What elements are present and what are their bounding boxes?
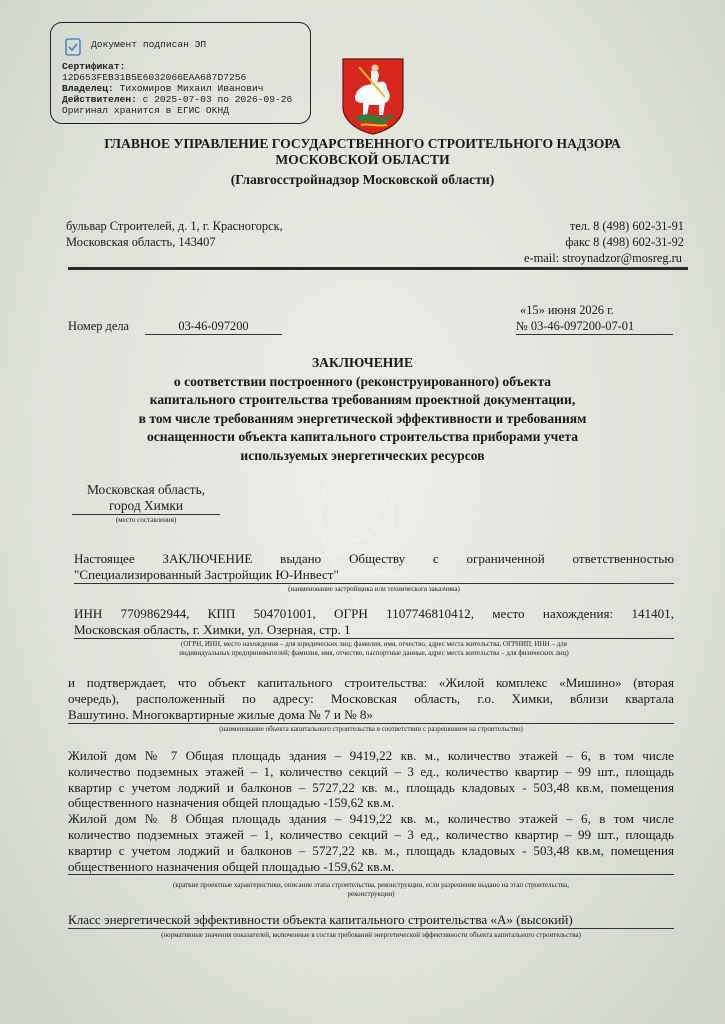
issued-caption: (наименование застройщика или технического заказчика)	[288, 585, 460, 593]
title-line3: в том числе требованиям энергетической эффективности и требованиям	[138, 410, 587, 426]
place-line1: Московская область,	[86, 482, 206, 497]
title-line1: о соответствии построенного (реконструированного) объекта	[173, 373, 552, 389]
characteristics-block	[68, 748, 674, 875]
characteristics-line: квартир с учетом лоджий и балконов – 5727,22 кв. м., площадь кладовых - 503,48 кв.м, помещения	[68, 842, 674, 858]
requisites-line2: Московская область, г. Химки, ул. Озерная, стр. 1	[74, 622, 674, 639]
valid-value: с 2025-07-03 по 2026-09-26	[142, 94, 293, 105]
email-link[interactable]: e-mail: stroynadzor@mosreg.ru	[524, 251, 682, 265]
characteristics-caption-line2: реконструкции)	[347, 890, 395, 898]
place-caption: (место составления)	[115, 516, 177, 524]
characteristics-line: общественного назначения общей площадью -159,62 кв.м.	[68, 859, 674, 876]
object-caption: (наименование объекта капитального строительства в соответствии с разрешением на строительство)	[219, 725, 523, 733]
shield-check-icon	[64, 37, 82, 57]
header-divider	[68, 267, 688, 270]
object-line2: очередь), расположенный по адресу: Московская область, г.о. Химки, вблизи квартала	[68, 691, 674, 706]
document-number: № 03-46-097200-07-01	[516, 318, 673, 335]
place-line2: город Химки	[72, 498, 220, 515]
fax: факс 8 (498) 602-31-92	[565, 235, 684, 249]
owner-value: Тихомиров Михаил Иванович	[119, 83, 264, 94]
valid-label: Действителен:	[62, 94, 137, 105]
issued-line1: Настоящее ЗАКЛЮЧЕНИЕ выдано Обществу с ограниченной ответственностью	[74, 551, 674, 566]
characteristics-line: количество подземных этажей – 1, количество секций – 3 ед., количество квартир – 99 шт., площадь	[68, 763, 674, 779]
case-label: Номер дела	[68, 319, 130, 333]
characteristics-line: Жилой дом № 8 Общая площадь здания – 9419,22 кв. м., количество этажей – 6, в том числе	[68, 811, 674, 827]
organization-name-line2: МОСКОВСКОЙ ОБЛАСТИ	[275, 152, 450, 167]
organization-short-name: (Главгосстройнадзор Московской области)	[230, 172, 495, 187]
certificate-label: Сертификат:	[62, 61, 126, 72]
storage-note: Оригинал хранится в ЕГИС ОКНД	[62, 105, 229, 116]
energy-class: Класс энергетической эффективности объекта капитального строительства «А» (высокий)	[68, 912, 674, 929]
certificate-value: 12D653FEB31B5E6032066EAA687D7256	[62, 72, 247, 83]
moscow-oblast-coat-of-arms-icon	[341, 57, 405, 135]
document-heading: ЗАКЛЮЧЕНИЕ	[311, 355, 414, 370]
object-line1: и подтверждает, что объект капитального строительства: «Жилой комплекс «Мишино» (вторая	[68, 675, 674, 690]
digital-signature-stamp	[50, 22, 311, 124]
title-line4: оснащенности объекта капитального строительства приборами учета	[146, 429, 579, 445]
characteristics-line: Жилой дом № 7 Общая площадь здания – 9419,22 кв. м., количество этажей – 6, в том числе	[68, 748, 674, 763]
organization-name-line1: ГЛАВНОЕ УПРАВЛЕНИЕ ГОСУДАРСТВЕННОГО СТРОИТЕЛЬНОГО НАДЗОРА	[104, 136, 621, 151]
object-line3: Вашутино. Многоквартирные жилые дома № 7 и № 8»	[68, 707, 674, 724]
characteristics-caption-line1: (краткие проектные характеристики, описание этапа строительства, реконструкции, если разрешение выдано на этап строительства,	[173, 881, 569, 889]
title-line2: капитального строительства требованиям проектной документации,	[149, 392, 576, 408]
signature-header: Документ подписан ЭП	[91, 39, 207, 50]
characteristics-line: общественного назначения общей площадью -159,62 кв.м.	[68, 795, 395, 811]
address-line1: бульвар Строителей, д. 1, г. Красногорск,	[66, 219, 283, 233]
requisites-caption-line1: (ОГРН, ИНН, место нахождения – для юридических лиц; фамилия, имя, отчество, адрес места жительства, ОГРНИП, ИНН – для	[180, 640, 567, 648]
address-line2: Московская область, 143407	[66, 235, 216, 249]
characteristics-line: квартир с учетом лоджий и балконов – 5727,22 кв. м., площадь кладовых - 503,48 кв.м, помещения	[68, 779, 674, 795]
title-line5: используемых энергетических ресурсов	[240, 447, 485, 463]
phone: тел. 8 (498) 602-31-91	[569, 219, 684, 233]
document-date: «15» июня 2026 г.	[520, 303, 614, 317]
requisites-caption-line2: индивидуальных предпринимателей; фамилия, имя, отчество, паспортные данные, адрес места жительства – для физических лиц)	[179, 649, 569, 657]
case-number: 03-46-097200	[145, 318, 282, 335]
issued-line2: "Специализированный Застройщик Ю-Инвест"	[74, 567, 674, 584]
requisites-line1: ИНН 7709862944, КПП 504701001, ОГРН 1107746810412, место нахождения: 141401,	[74, 606, 674, 621]
owner-label: Владелец:	[62, 83, 114, 94]
energy-caption: (нормативные значения показателей, включенные в состав требований энергетической эффективности объекта капитального строительства)	[161, 931, 581, 939]
characteristics-line: количество подземных этажей – 1, количество секций – 3 ед., количество квартир – 99 шт., площадь	[68, 826, 674, 842]
